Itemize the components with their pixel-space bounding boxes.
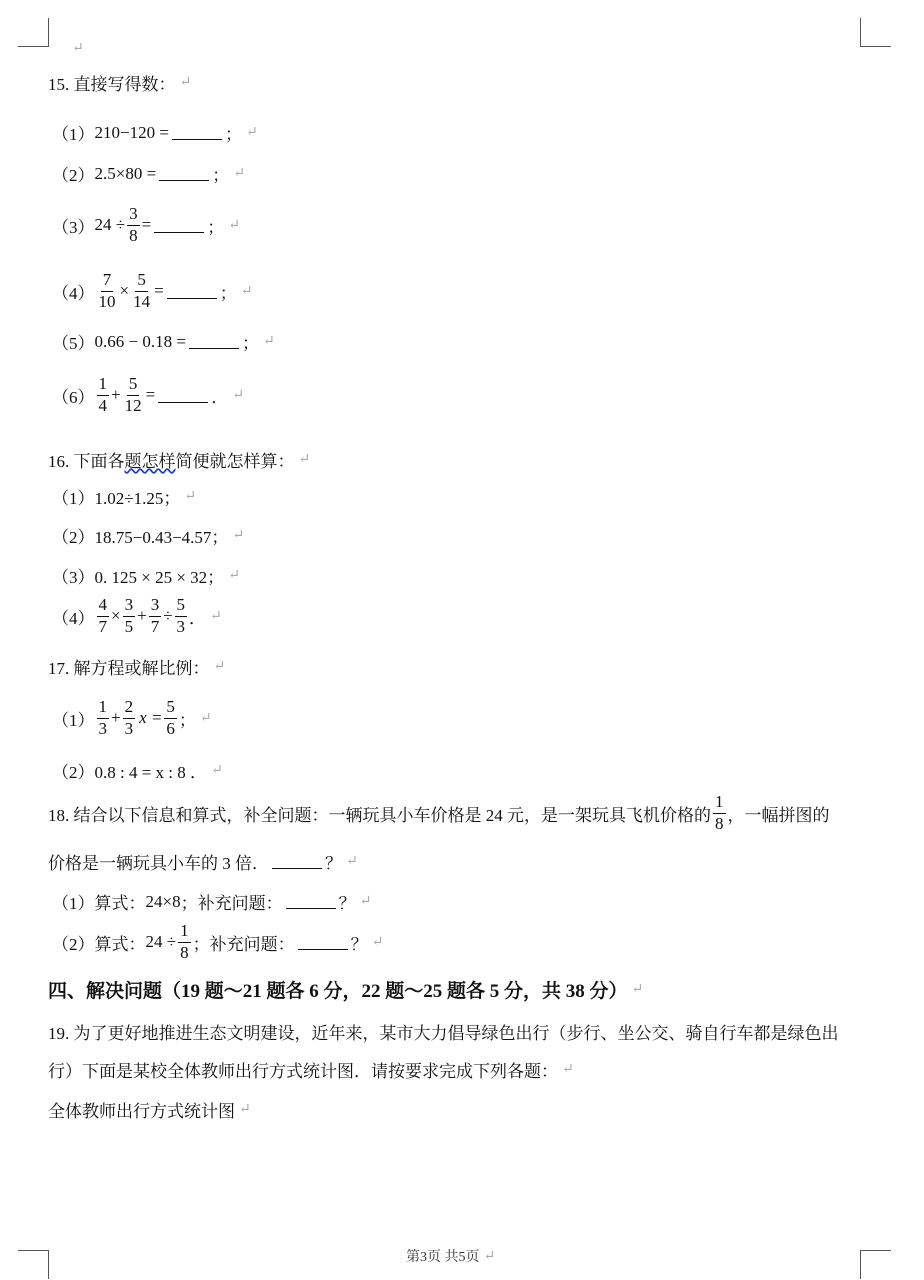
paragraph-mark: ↵	[371, 934, 384, 950]
text-segment: ．	[211, 387, 229, 407]
paragraph-mark: ↵	[245, 125, 258, 140]
text-segment: 210−120 =	[94, 122, 169, 142]
paragraph-mark: ↵	[210, 608, 222, 624]
text-segment: 全体教师出行方式统计图	[48, 1102, 235, 1121]
q16-item-1	[52, 484, 196, 509]
fraction	[175, 596, 188, 636]
fraction	[164, 698, 177, 738]
text-segment: 价格是一辆玩具小车的 3 倍．	[48, 854, 269, 873]
paragraph-mark: ↵	[228, 568, 240, 583]
q16-item-3	[52, 563, 240, 588]
paragraph-mark: ↵	[239, 1102, 251, 1117]
text-segment: ；补充问题：	[192, 934, 295, 954]
paragraph-mark: ↵	[483, 1248, 496, 1264]
paragraph-mark: ↵	[232, 528, 245, 543]
text-segment: x =	[139, 708, 163, 728]
text-segment: （2）	[52, 528, 95, 547]
q15-item-6	[52, 375, 244, 415]
text-segment: 第3页 共5页	[406, 1250, 480, 1265]
text-segment: 2.5×80 =	[94, 163, 157, 183]
answer-blank[interactable]	[189, 334, 239, 349]
paragraph-mark: ↵	[211, 763, 223, 778]
text-segment: （1）	[52, 894, 95, 913]
corner-mark-bottom-right	[860, 1250, 891, 1279]
numerator: 5	[127, 375, 140, 396]
text-segment: 算式：	[94, 934, 146, 954]
q15-item-5	[52, 329, 275, 354]
q16-item-2	[52, 523, 244, 548]
q16-title	[48, 447, 310, 472]
paragraph-mark: ↵	[240, 283, 253, 299]
numerator: 3	[123, 596, 136, 617]
answer-blank[interactable]	[286, 894, 336, 909]
denominator: 10	[98, 291, 116, 311]
text-segment: 24 ÷	[145, 932, 177, 952]
q15-item-4	[52, 271, 252, 311]
numerator: 1	[713, 793, 726, 814]
text-segment: 24×8	[145, 891, 181, 911]
fraction	[149, 596, 162, 636]
text-segment: （2）	[52, 166, 95, 185]
corner-mark-top-left	[18, 18, 49, 47]
paragraph-mark: ↵	[199, 710, 212, 726]
text-segment: ；	[219, 283, 237, 303]
text-segment: 0.66 − 0.18 =	[94, 331, 186, 351]
answer-blank[interactable]	[172, 125, 222, 140]
corner-mark-top-right	[860, 18, 891, 47]
text-segment: 18. 结合以下信息和算式，补全问题：一辆玩具小车价格是 24 元，是一架玩具飞机价格的	[48, 805, 711, 825]
numerator: 5	[135, 271, 148, 292]
text-segment: ．	[189, 608, 207, 628]
text-segment: （1）	[52, 125, 95, 144]
text-segment: +	[111, 708, 121, 728]
paragraph-mark: ↵	[179, 75, 192, 90]
fraction	[123, 596, 136, 636]
denominator: 3	[124, 718, 134, 738]
paragraph-mark: ↵	[562, 1062, 574, 1077]
text-segment: ；	[207, 217, 225, 237]
text-segment: =	[141, 215, 152, 235]
denominator: 8	[129, 225, 138, 245]
text-segment: （3）	[52, 217, 95, 237]
q18-line-1	[48, 793, 830, 833]
denominator: 7	[150, 616, 160, 636]
text-segment: 1.02÷1.25；	[94, 489, 181, 508]
paragraph-mark: ↵	[213, 659, 226, 674]
q15-title	[48, 70, 191, 95]
denominator: 12	[124, 395, 142, 415]
q15-item-1	[52, 120, 258, 145]
fraction	[127, 205, 140, 245]
paragraph-mark: ↵	[359, 894, 372, 909]
q19-line-1: 19. 为了更好地推进生态文明建设，近年来，某市大力倡导绿色出行（步行、坐公交、骑自行车都是绿色出	[48, 1024, 839, 1043]
text-segment: （6）	[52, 387, 95, 407]
text-segment: 24 ÷	[94, 215, 126, 235]
paragraph-mark: ↵	[184, 489, 197, 504]
corner-mark-bottom-left	[18, 1250, 49, 1279]
paragraph-mark: ↵	[262, 334, 275, 349]
text-segment: ×	[111, 606, 121, 626]
numerator: 5	[164, 698, 177, 719]
paragraph-mark: ↵	[346, 854, 358, 869]
text-segment: =	[154, 281, 164, 301]
text-segment: ？	[338, 894, 356, 913]
q16-item-4	[52, 596, 222, 636]
denominator: 3	[98, 718, 107, 738]
paragraph-mark: ↵	[233, 166, 245, 181]
denominator: 8	[180, 942, 189, 962]
page-number	[406, 1246, 495, 1266]
q15-item-3	[52, 205, 240, 245]
text-segment: ；补充问题：	[180, 894, 283, 913]
text-segment: ×	[119, 281, 130, 301]
answer-blank[interactable]	[154, 218, 204, 233]
numerator: 3	[149, 596, 162, 617]
numerator: 2	[123, 698, 136, 719]
numerator: 7	[101, 271, 114, 292]
text-segment: 0.8 : 4 = x : 8 ．	[94, 763, 208, 782]
fraction	[131, 271, 152, 311]
text-segment: ；	[224, 125, 242, 144]
text-segment: ？	[350, 934, 368, 954]
denominator: 8	[715, 813, 724, 833]
text-segment: （1）	[52, 710, 95, 730]
fraction	[97, 596, 110, 636]
denominator: 14	[133, 291, 151, 311]
text-segment: （3）	[52, 568, 95, 587]
answer-blank[interactable]	[158, 388, 208, 403]
fraction	[123, 698, 136, 738]
text-segment: 四、解决问题（19 题～21 题各 6 分，22 题～25 题各 5 分，共 38 分）	[48, 981, 628, 1002]
text-segment: =	[145, 385, 156, 405]
q18-item-1	[52, 889, 371, 914]
q17-item-1	[52, 698, 212, 738]
text-segment: （2）	[52, 934, 95, 954]
fraction	[123, 375, 144, 415]
text-segment: ，一幅拼图的	[727, 805, 830, 825]
text-segment: ；	[178, 710, 196, 730]
text-segment: 17. 解方程或解比例：	[48, 659, 210, 678]
text-segment: 0. 125 × 25 × 32；	[94, 568, 225, 587]
text-segment: （2）	[52, 763, 95, 782]
answer-blank[interactable]	[298, 935, 348, 950]
paragraph-mark: ↵	[232, 387, 244, 403]
text-segment: ÷	[163, 606, 173, 626]
text-segment: +	[111, 385, 121, 405]
denominator: 7	[98, 616, 107, 636]
q18-item-2	[52, 922, 383, 962]
q17-item-2	[52, 758, 223, 783]
fraction	[97, 698, 110, 738]
denominator: 3	[176, 616, 186, 636]
q19-chart-title	[48, 1097, 251, 1122]
text-segment: 18.75−0.43−4.57；	[94, 528, 229, 547]
fraction	[97, 375, 110, 415]
fraction	[178, 922, 191, 962]
answer-blank[interactable]	[159, 166, 209, 181]
numerator: 3	[127, 205, 140, 226]
text-segment: 行）下面是某校全体教师出行方式统计图．请按要求完成下列各题：	[48, 1062, 558, 1081]
numerator: 1	[97, 698, 110, 719]
text-segment: （4）	[52, 283, 95, 303]
text-segment: 算式：	[94, 894, 146, 913]
section-heading	[48, 976, 643, 1003]
answer-blank[interactable]	[272, 854, 322, 869]
numerator: 1	[178, 922, 191, 943]
answer-blank[interactable]	[167, 284, 217, 299]
paragraph-mark: ↵	[228, 217, 240, 233]
text-segment: +	[137, 606, 147, 626]
text-segment: 题怎样	[124, 452, 176, 471]
numerator: 1	[97, 375, 110, 396]
fraction	[97, 271, 118, 311]
text-segment: 15. 直接写得数：	[48, 75, 176, 94]
text-segment: ？	[325, 854, 342, 873]
denominator: 5	[124, 616, 134, 636]
paragraph-mark: ↵	[298, 452, 311, 467]
text-segment: ；	[212, 166, 230, 185]
text-segment: （5）	[52, 334, 95, 353]
q18-line-2	[48, 849, 358, 874]
text-segment: 16. 下面各	[48, 452, 125, 471]
denominator: 6	[166, 718, 175, 738]
text-segment: （4）	[52, 608, 95, 628]
numerator: 4	[97, 596, 110, 617]
q15-item-2	[52, 161, 245, 186]
denominator: 4	[98, 395, 107, 415]
paragraph-mark: ↵	[72, 41, 84, 56]
paragraph-mark: ↵	[631, 982, 644, 997]
text-segment: ；	[241, 334, 259, 353]
q17-title	[48, 654, 225, 679]
q19-line-2	[48, 1057, 574, 1082]
fraction	[713, 793, 726, 833]
text-segment: （1）	[52, 489, 95, 508]
numerator: 5	[175, 596, 188, 617]
text-segment: 简便就怎样算：	[175, 452, 295, 471]
